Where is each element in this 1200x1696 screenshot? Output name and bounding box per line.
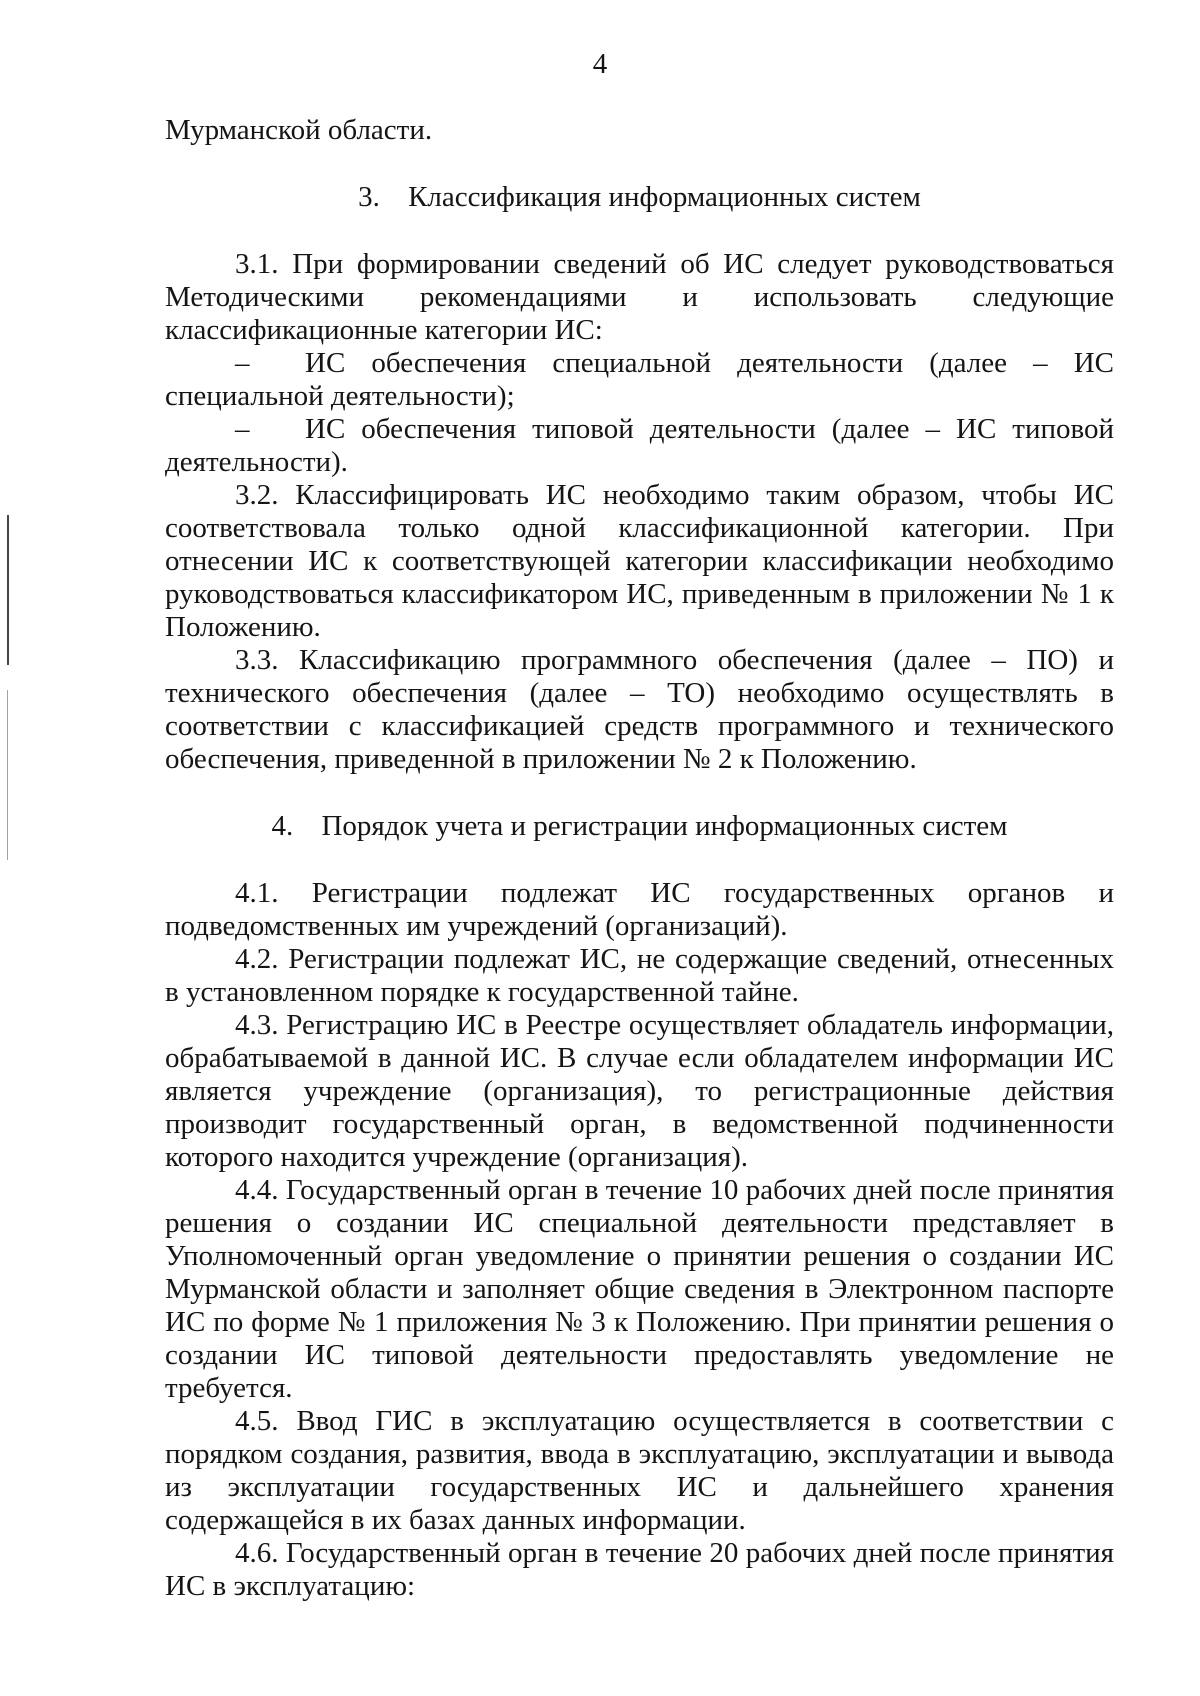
document-body: [165, 114, 1114, 1603]
paragraph-3-3: 3.3. Классификацию программного обеспечения (далее – ПО) и технического обеспечения (далее – ТО) необходимо осуществлять в соответствии с классификацией средств программного и технического обеспечения, приведенной в приложении № 2 к Положению.: [165, 644, 1114, 775]
scan-margin-mark: [7, 690, 8, 860]
list-item-text: ИС обеспечения типовой деятельности (далее – ИС типовой деятельности).: [165, 413, 1114, 478]
section-4-number: 4.: [271, 810, 294, 842]
section-3-heading: [165, 181, 1114, 214]
list-item-text: ИС обеспечения специальной деятельности (далее – ИС специальной деятельности);: [165, 347, 1114, 412]
section-3-number: 3.: [358, 181, 380, 213]
section-4-title: Порядок учета и регистрации информационных систем: [321, 810, 1008, 842]
paragraph-3-1: 3.1. При формировании сведений об ИС следует руководствоваться Методическими рекомендациями и использовать следующие классификационные категории ИС:: [165, 248, 1114, 346]
list-item: [165, 413, 1114, 479]
dash-marker: –: [235, 413, 250, 445]
section-4-heading: [165, 810, 1114, 843]
paragraph-4-3: 4.3. Регистрацию ИС в Реестре осуществляет обладатель информации, обрабатываемой в данной ИС. В случае если обладателем информации ИС является учреждение (организация), то регистрационные действия производит государственный орган, в ведомственной подчиненности которого находится учреждение (организация).: [165, 1009, 1114, 1173]
paragraph-4-1: 4.1. Регистрации подлежат ИС государственных органов и подведомственных им учреждений (организаций).: [165, 877, 1114, 942]
paragraph-4-5: 4.5. Ввод ГИС в эксплуатацию осуществляется в соответствии с порядком создания, развития, ввода в эксплуатацию, эксплуатации и вывода из эксплуатации государственных ИС и дальнейшего хранения содержащейся в их базах данных информации.: [165, 1405, 1114, 1536]
paragraph-4-6: 4.6. Государственный орган в течение 20 рабочих дней после принятия ИС в эксплуатацию:: [165, 1537, 1114, 1602]
page-number: 4: [592, 48, 608, 80]
scan-margin-mark: [7, 515, 9, 665]
paragraph-3-2: 3.2. Классифицировать ИС необходимо таким образом, чтобы ИС соответствовала только одной классификационной категории. При отнесении ИС к соответствующей категории классификации необходимо руководствоваться классификатором ИС, приведенным в приложении № 1 к Положению.: [165, 479, 1114, 643]
list-item: [165, 347, 1114, 413]
paragraph-4-4: 4.4. Государственный орган в течение 10 рабочих дней после принятия решения о создании ИС специальной деятельности представляет в Уполномоченный орган уведомление о принятии решения о создании ИС Мурманской области и заполняет общие сведения в Электронном паспорте ИС по форме № 1 приложения № 3 к Положению. При принятии решения о создании ИС типовой деятельности предоставлять уведомление не требуется.: [165, 1174, 1114, 1404]
intro-line: Мурманской области.: [165, 114, 433, 146]
dash-marker: –: [235, 347, 250, 379]
section-3-title: Классификация информационных систем: [408, 181, 921, 213]
paragraph-4-2: 4.2. Регистрации подлежат ИС, не содержащие сведений, отнесенных в установленном порядке к государственной тайне.: [165, 943, 1114, 1008]
